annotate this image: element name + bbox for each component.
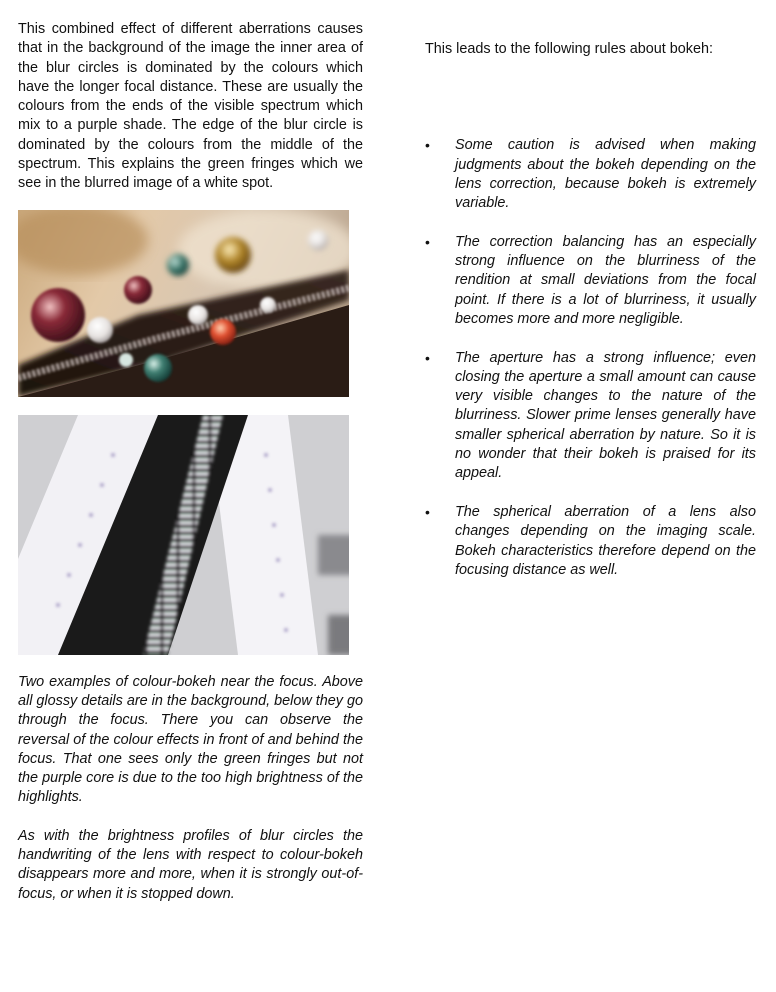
beads-bokeh-photo [18, 210, 349, 397]
bullet-icon: • [425, 233, 430, 250]
right-column [425, 40, 756, 599]
bullet-icon: • [425, 503, 430, 520]
zipper-bokeh-photo [18, 415, 349, 655]
rule-text: The spherical aberration of a lens also changes depending on the imaging scale. Bokeh characteristics therefore depend on the focusing distance as well. [455, 503, 756, 578]
rule-text: The aperture has a strong influence; even closing the aperture a small amount can cause very visible changes to the nature of the blurriness. Slower prime lenses generally have smaller spherical aberration by nature. So it is no wonder that their bokeh is praised for its appeal. [455, 349, 756, 482]
bullet-icon: • [425, 349, 430, 366]
rule-text: Some caution is advised when making judgments about the bokeh depending on the lens correction, because bokeh is extremely variable. [455, 137, 756, 212]
bullet-icon: • [425, 137, 430, 154]
rules-lead-in: This leads to the following rules about bokeh: [425, 41, 713, 57]
rule-item [425, 233, 756, 329]
intro-paragraph: This combined effect of different aberrations causes that in the background of the image the inner area of the blur circles is dominated by the colours which have the longer focal distance. These are usually the colours from the ends of the visible spectrum which mix to a purple shade. The edge of the blur circle is dominated by the colours from the middle of the spectrum. This explains the green fringes which we see in the blurred image of a white spot. [18, 21, 363, 192]
photo-caption: Two examples of colour-bokeh near the focus. Above all glossy details are in the background, below they go through the focus. There you can observe the reversal of the colour effects in front of and behind the focus. That one sees only the green fringes but not the purple core is due to the too high brightness of the highlights. [18, 673, 363, 806]
rule-item [425, 349, 756, 484]
bokeh-rules-list [425, 136, 756, 580]
left-column [18, 20, 363, 904]
closing-paragraph: As with the brightness profiles of blur circles the handwriting of the lens with respect to colour-bokeh disappears more and more, when it is strongly out-of-focus, or when it is stopped down. [18, 827, 363, 902]
rule-item [425, 136, 756, 213]
rule-item [425, 503, 756, 580]
rule-text: The correction balancing has an especially strong influence on the blurriness of the rendition at small deviations from the focal point. If there is a lot of blurriness, it usually becomes more and more negligible. [455, 233, 756, 327]
